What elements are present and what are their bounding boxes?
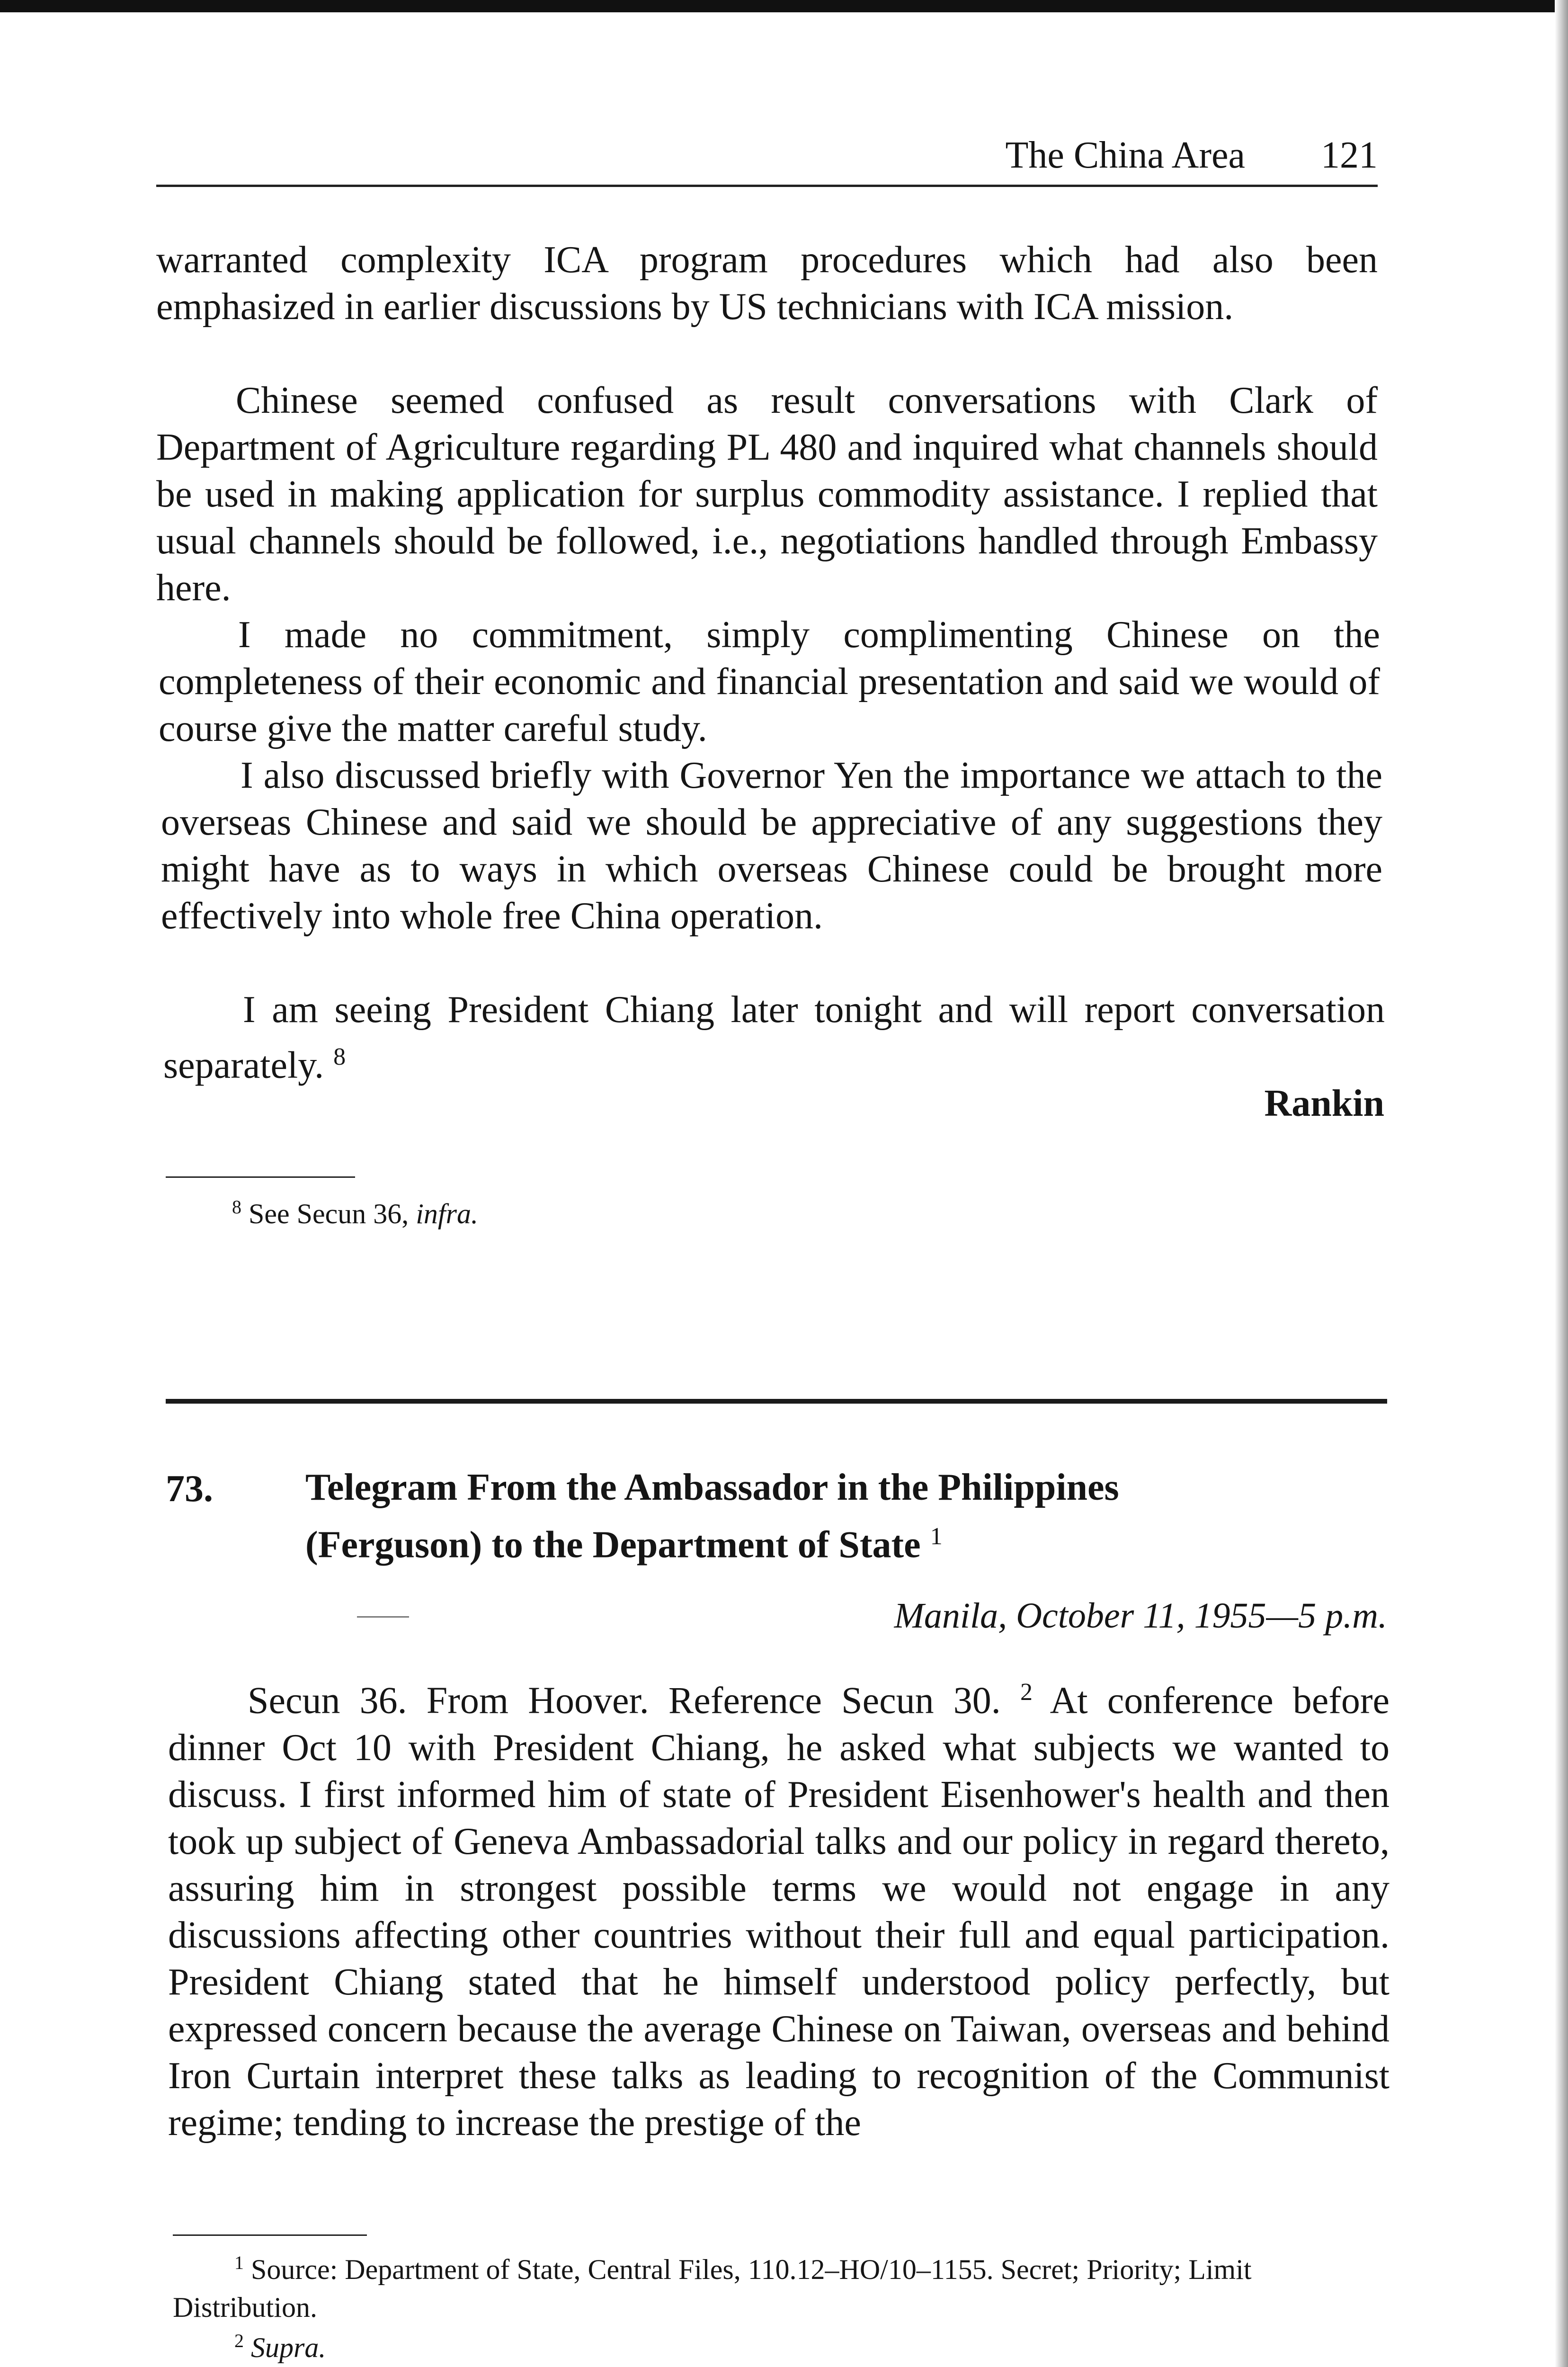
document-number: 73. bbox=[166, 1468, 213, 1510]
scan-right-edge bbox=[1555, 0, 1568, 2367]
footnote-1-mark: 1 bbox=[234, 2252, 244, 2273]
footnote-8-text: See Secun 36, bbox=[249, 1198, 416, 1229]
footnote-1 bbox=[173, 2244, 1394, 2326]
continuation-paragraph-5-text: I am seeing President Chiang later tonight and will report conversation separately. bbox=[163, 989, 1385, 1086]
footnote-2 bbox=[234, 2322, 326, 2367]
footnote-8-italic: infra. bbox=[416, 1198, 478, 1229]
footnote-rule bbox=[166, 1176, 355, 1178]
continuation-paragraph-1: warranted complexity ICA program procedures which had also been emphasized in earlier discussions by US technicians with ICA mission. bbox=[156, 239, 1378, 328]
footnote-1-text: Source: Department of State, Central Files, 110.12–HO/10–1155. Secret; Priority; Limit Distribution. bbox=[173, 2254, 1252, 2323]
dateline bbox=[894, 1595, 1387, 1637]
footnote-8 bbox=[232, 1188, 478, 1233]
document-body-part-1: Secun 36. From Hoover. Reference Secun 30. bbox=[248, 1680, 1001, 1722]
signature: Rankin bbox=[1264, 1083, 1384, 1124]
document-body-part-2: At conference before dinner Oct 10 with President Chiang, he asked what subjects we wanted to discuss. I first informed him of state of President Eisenhower's health and then took up subject of Geneva Ambassadorial talks and our policy in regard thereto, assuring him in strongest possible terms we would not engage in any discussions affecting other countries without their full and equal participation. President Chiang stated that he himself understood policy perfectly, but expressed concern because the average Chinese on Taiwan, overseas and behind Iron Curtain interpret these talks as leading to recognition of the Communist regime; tending to increase the prestige of the bbox=[168, 1680, 1390, 2144]
running-head bbox=[156, 133, 1378, 187]
document-title-line-1: Telegram From the Ambassador in the Philippines bbox=[305, 1467, 1119, 1508]
continuation-paragraph-2: Chinese seemed confused as result conversations with Clark of Department of Agriculture regarding PL 480 and inquired what channels should be used in making application for surplus commodity assistance. I replied that usual channels should be followed, i.e., negotiations handled through Embassy here. bbox=[156, 380, 1378, 609]
page-number: 121 bbox=[1321, 134, 1378, 176]
body-footnote-ref: 2 bbox=[1020, 1679, 1033, 1706]
continuation-paragraph-5 bbox=[163, 987, 1385, 1089]
document-body bbox=[168, 1669, 1390, 2146]
continuation-paragraph-4: I also discussed briefly with Governor Yen the importance we attach to the overseas Chinese and said we should be appreciative of any suggestions they might have as to ways in which overseas Chinese could be brought more effectively into whole free China operation. bbox=[161, 755, 1382, 937]
section-divider bbox=[166, 1399, 1387, 1404]
document-title bbox=[305, 1463, 1347, 1570]
document-title-line-2: (Ferguson) to the Department of State bbox=[305, 1524, 921, 1566]
running-head-title: The China Area bbox=[1005, 134, 1245, 176]
footnote-8-mark: 8 bbox=[232, 1196, 241, 1218]
scan-top-edge bbox=[0, 0, 1568, 12]
dateline-dash bbox=[357, 1616, 409, 1618]
document-footnote-rule bbox=[173, 2234, 367, 2236]
continuation-paragraph-3: I made no commitment, simply complimenting Chinese on the completeness of their economic and financial presentation and said we would of course give the matter careful study. bbox=[159, 614, 1380, 749]
footnote-2-text: Supra. bbox=[251, 2332, 326, 2363]
footnote-2-mark: 2 bbox=[234, 2330, 244, 2351]
title-footnote-ref: 1 bbox=[930, 1523, 943, 1550]
dateline-text: Manila, October 11, 1955—5 p.m. bbox=[894, 1596, 1387, 1636]
footnote-ref-8: 8 bbox=[333, 1043, 346, 1070]
